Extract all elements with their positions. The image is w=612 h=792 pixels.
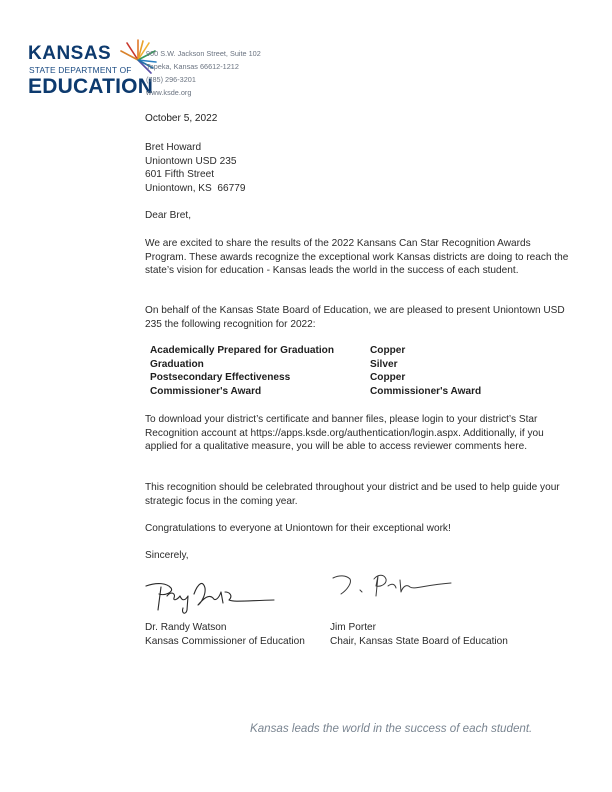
award-level: Commissioner's Award	[370, 386, 482, 398]
recipient-address	[145, 141, 570, 196]
logo-kansas-text: KANSAS	[28, 43, 112, 64]
signature-randy-watson	[143, 570, 278, 618]
logo-state-department-text: STATE DEPARTMENT OF	[29, 65, 132, 75]
ksde-logo	[28, 38, 154, 100]
signer-name: Jim Porter	[330, 622, 376, 633]
signature-jim-porter	[330, 570, 455, 606]
intro-paragraph: We are excited to share the results of the 2022 Kansans Can Star Recognition Awards Program. These awards recognize the exceptional work Kansas districts are doing to reach the state’s vision for education - Kansas leads the world in the success of each student.	[145, 238, 569, 277]
award-row	[150, 385, 481, 399]
award-level: Copper	[370, 372, 406, 384]
signer-title: Chair, Kansas State Board of Education	[330, 635, 508, 647]
signer-title: Kansas Commissioner of Education	[145, 635, 305, 647]
award-row	[150, 344, 481, 358]
award-row	[150, 371, 481, 385]
letterhead-contact	[146, 47, 261, 99]
footer-tagline: Kansas leads the world in the success of each student.	[250, 722, 533, 735]
closing: Sincerely,	[145, 550, 189, 561]
recipient-city: Uniontown, KS 66779	[145, 183, 246, 195]
logo-education-text: EDUCATION	[28, 75, 154, 98]
award-name: Graduation	[150, 358, 204, 370]
award-row	[150, 358, 481, 372]
signer-name: Dr. Randy Watson	[145, 622, 227, 633]
signer-watson	[145, 621, 305, 648]
recipient-district: Uniontown USD 235	[145, 155, 237, 167]
signer-porter	[330, 621, 508, 648]
website-link[interactable]: www.ksde.org	[146, 88, 192, 98]
awards-table	[150, 344, 481, 399]
phone-number: (785) 296-3201	[146, 75, 196, 85]
award-name: Postsecondary Effectiveness	[150, 372, 291, 384]
recipient-street: 601 Fifth Street	[145, 169, 215, 181]
award-name: Academically Prepared for Graduation	[150, 345, 334, 356]
recipient-name: Bret Howard	[145, 142, 202, 153]
address-line-2: Topeka, Kansas 66612-1212	[146, 62, 239, 72]
address-line-1: 900 S.W. Jackson Street, Suite 102	[146, 49, 261, 58]
award-level: Silver	[370, 358, 398, 370]
award-level: Copper	[370, 345, 406, 356]
letter-date: October 5, 2022	[145, 113, 218, 124]
award-name: Commissioner's Award	[150, 386, 262, 398]
congratulations-paragraph: Congratulations to everyone at Uniontown for their exceptional work!	[145, 523, 451, 534]
download-paragraph: To download your district’s certificate and banner files, please login to your district’s Star Recognition account at https://apps.ksde.org/authentication/login.aspx. Additionally, if you applied for a qualitative measure, you will be able to access reviewer comments here.	[145, 414, 544, 453]
behalf-paragraph: On behalf of the Kansas State Board of Education, we are pleased to present Uniontown USD 235 the following recognition for 2022:	[145, 305, 565, 330]
salutation: Dear Bret,	[145, 210, 191, 221]
celebrate-paragraph: This recognition should be celebrated throughout your district and be used to help guide your strategic focus in the coming year.	[145, 482, 560, 507]
